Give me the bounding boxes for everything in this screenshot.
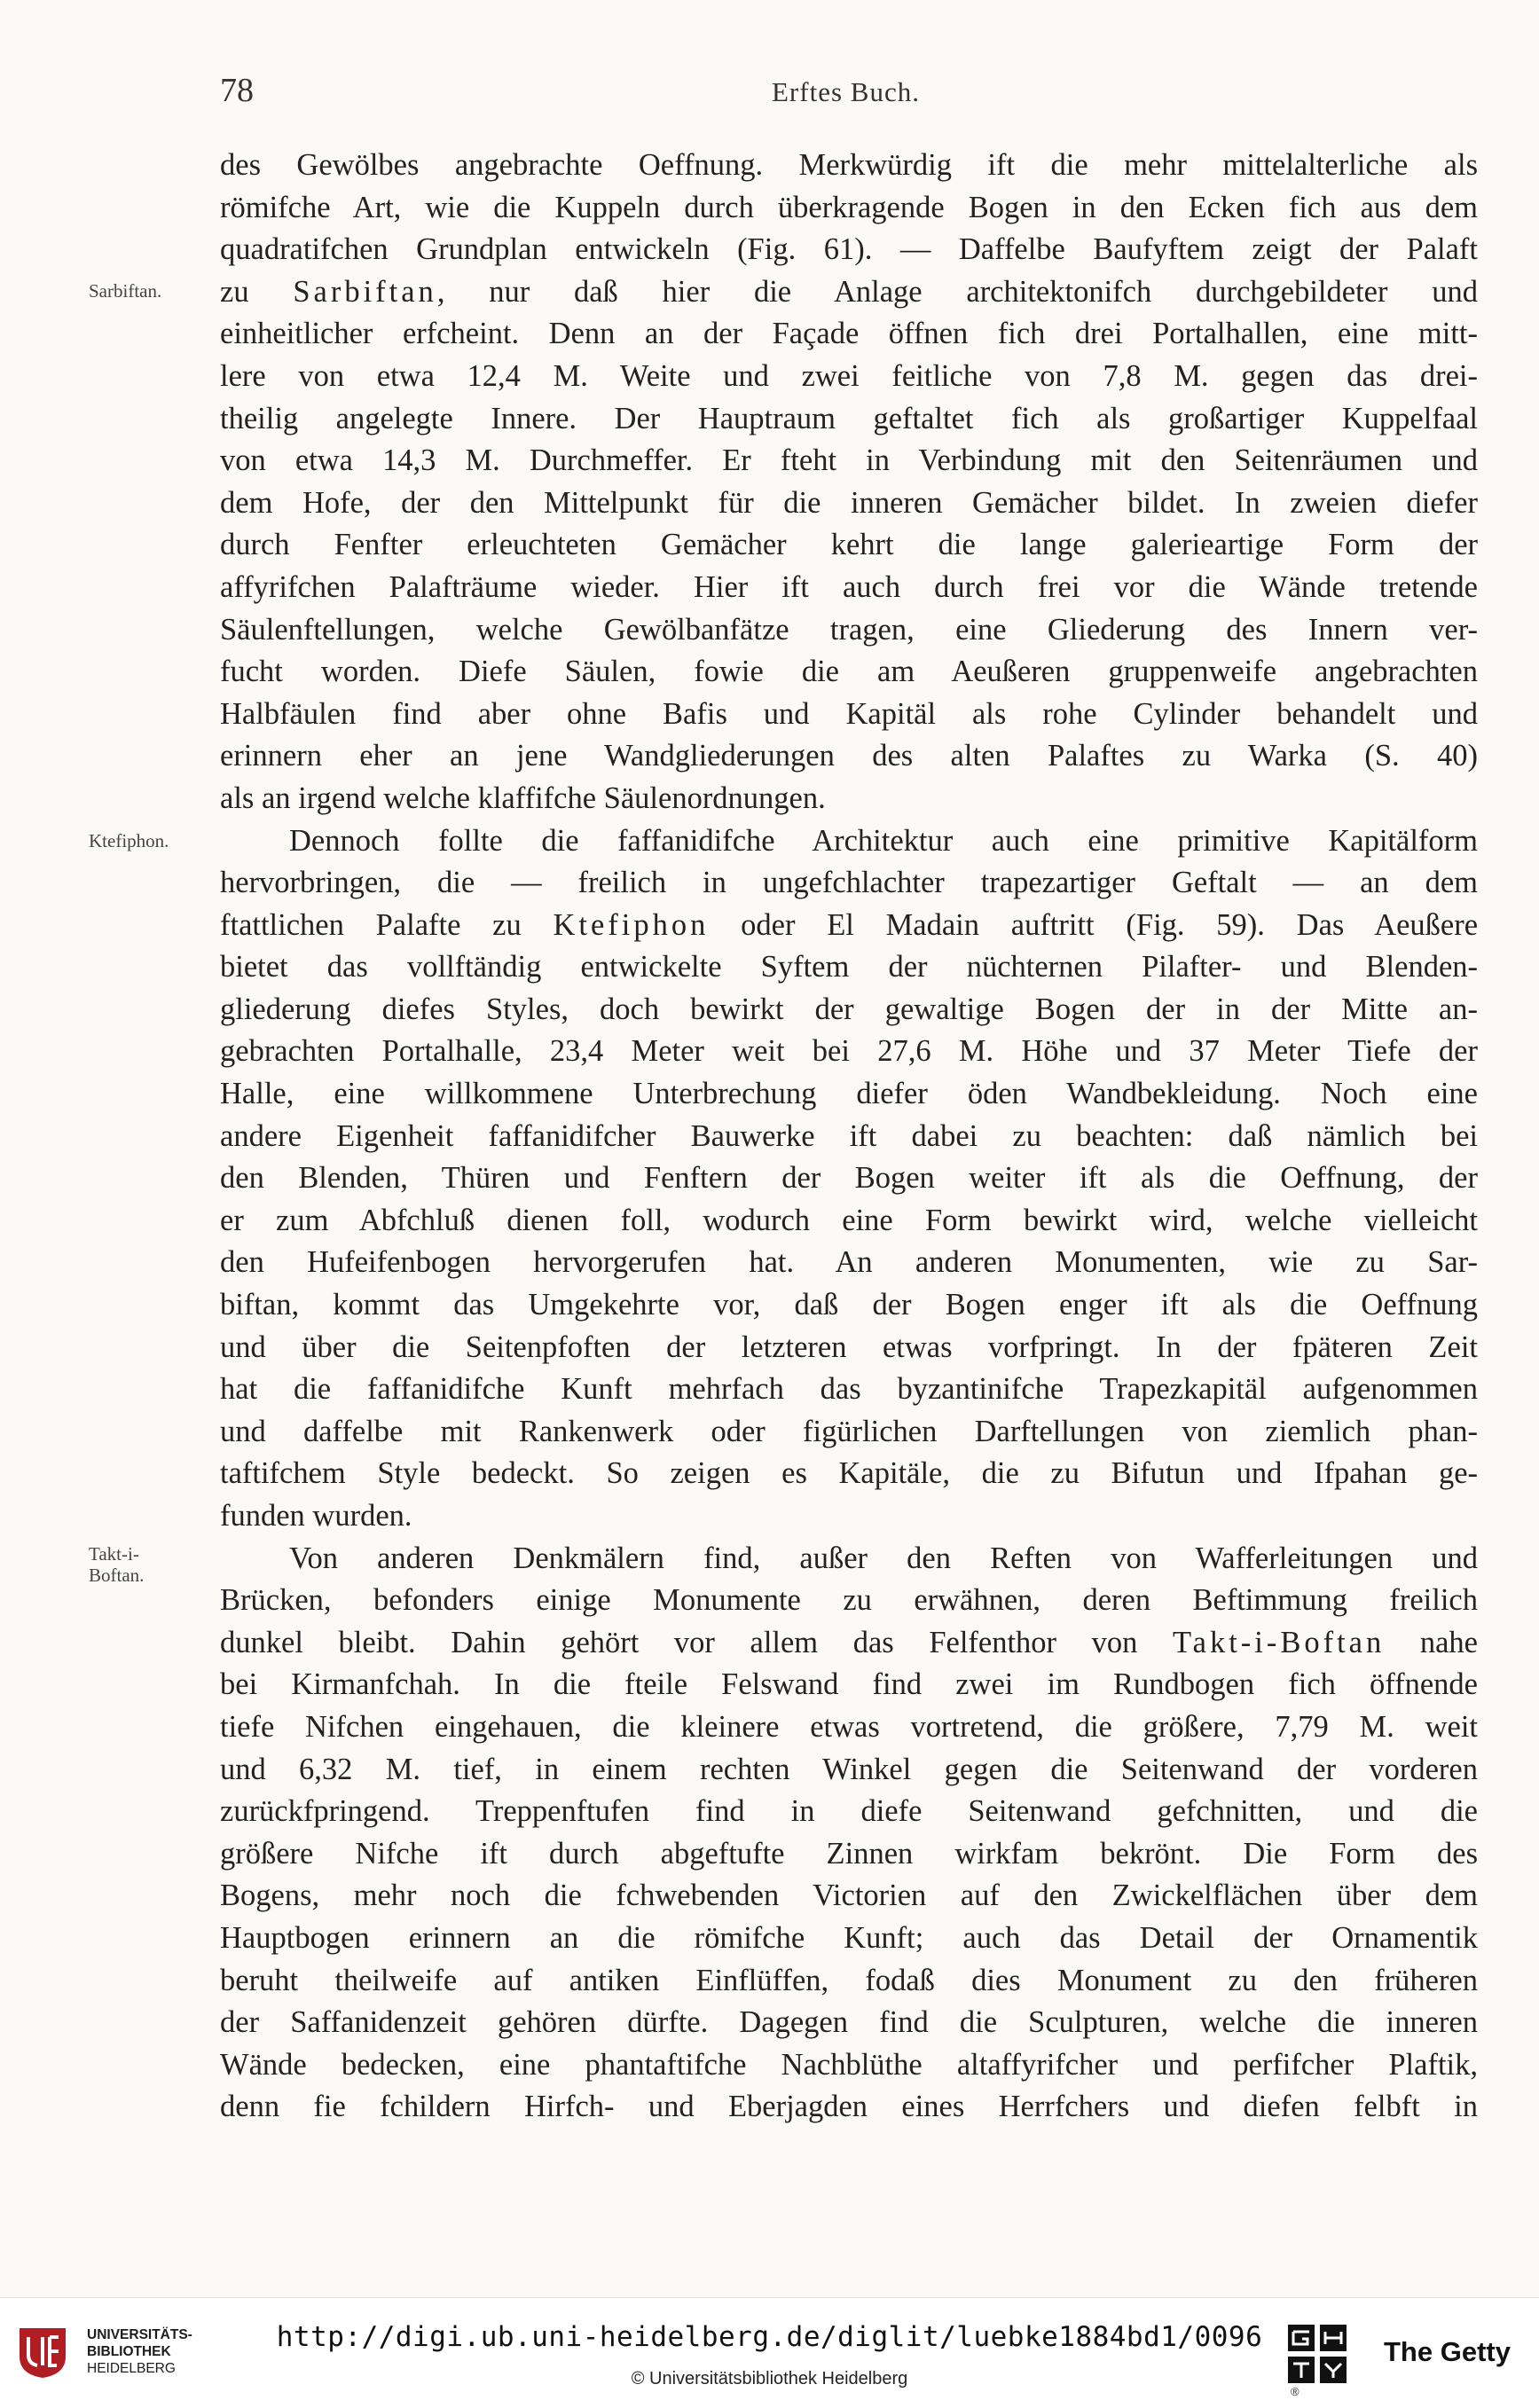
text-line: funden wurden. [220,1499,412,1533]
place-name: Ktefiphon [553,907,710,942]
copyright-notice: © Universitätsbibliothek Heidelberg [631,2369,908,2388]
library-line-1: UNIVERSITÄTS- [87,2327,192,2342]
text-line: Halle, eine willkommene Unterbrechung diefer öden Wandbekleidung. Noch eine [220,1077,1478,1111]
text-line: Brücken, befonders einige Monumente zu erwähnen, deren Beftimmung freilich [220,1583,1478,1618]
text-line: des Gewölbes angebrachte Oeffnung. Merkwürdig ift die mehr mittelalterliche als [220,148,1478,182]
sidenote-sarbistan: Sarbiftan. [89,280,162,302]
text-line: zurückfpringend. Treppenftufen find in diefe Seitenwand gefchnitten, und die [220,1794,1478,1829]
text-line: taftifchem Style bedeckt. So zeigen es Kapitäle, die zu Bifutun und Ifpahan ge- [220,1456,1478,1491]
text-line: andere Eigenheit faffanidifcher Bauwerke ift dabei zu beachten: daß nämlich bei [220,1118,1478,1153]
text-line: quadratifchen Grundplan entwickeln (Fig. 61). — Daffelbe Baufyftem zeigt der Palaft [220,232,1478,267]
text-line: Bogens, mehr noch die fchwebenden Victorien auf den Zwickelflächen über dem [220,1879,1478,1913]
text-line: fucht worden. Diefe Säulen, fowie die am Aeußeren gruppenweife angebrachten [220,655,1478,689]
text-line: und daffelbe mit Rankenwerk oder figürlichen Darftellungen von ziemlich phan- [220,1414,1478,1448]
text-line: hat die faffanidifche Kunft mehrfach das byzantinifche Trapezkapitäl aufgenommen [220,1372,1478,1407]
text-line: durch Fenfter erleuchteten Gemächer kehrt die lange galerieartige Form der [220,528,1478,562]
place-name: Sarbiftan [293,274,437,309]
text-fragment: zu [220,274,294,309]
getty-logo-icon [1286,2323,1350,2387]
text-line: und über die Seitenpfoften der letzteren etwas vorfpringt. In der fpäteren Zeit [220,1329,1478,1364]
text-line: gliederung diefes Styles, doch bewirkt der gewaltige Bogen der in der Mitte an- [220,992,1478,1026]
text-line: Säulenftellungen, welche Gewölbanfätze tragen, eine Gliederung des Innern ver- [220,612,1478,647]
text-line: gebrachten Portalhalle, 23,4 Meter weit bei 27,6 M. Höhe und 37 Meter Tiefe der [220,1034,1478,1069]
running-head: Erftes Buch. [772,76,920,107]
footer [0,2297,1539,2408]
text-fragment: oder El Madain auftritt (Fig. 59). Das Aeußere [709,907,1479,942]
text-line: hervorbringen, die — freilich in ungefchlachter trapezartiger Geftalt — an dem [220,866,1478,900]
text-line: als an irgend welche klaffifche Säulenordnungen. [220,780,826,815]
text-line: größere Nifche ift durch abgeftufte Zinnen wirkfam bekrönt. Die Form des [220,1836,1478,1871]
text-fragment: dunkel bleibt. Dahin gehört vor allem das Felfenthor von [220,1625,1173,1659]
text-line: erinnern eher an jene Wandgliederungen des alten Palaftes zu Warka (S. 40) [220,739,1478,773]
text-line [220,905,1478,947]
page-number: 78 [220,72,254,109]
text-line: affyrifchen Palafträume wieder. Hier ift auch durch frei vor die Wände tretende [220,569,1478,604]
text-line: den Hufeifenbogen hervorgerufen hat. An anderen Monumenten, wie zu Sar- [220,1245,1478,1280]
text-line: er zum Abfchluß dienen foll, wodurch eine Form bewirkt wird, welche vielleicht [220,1203,1478,1237]
text-line [220,1622,1478,1665]
text-line: von etwa 14,3 M. Durchmeffer. Er fteht in Verbindung mit den Seitenräumen und [220,443,1478,478]
text-line: theilig angelegte Innere. Der Hauptraum geftaltet fich als großartiger Kuppelfaal [220,401,1478,435]
text-line: bietet das vollftändig entwickelte Syftem der nüchternen Pilafter- und Blenden- [220,950,1478,984]
text-line: dem Hofe, der den Mittelpunkt für die inneren Gemächer bildet. In zweien diefer [220,485,1478,520]
getty-registered-mark: ® [1291,2385,1300,2398]
text-line: Von anderen Denkmälern find, außer den Reften von Wafferleitungen und [289,1541,1478,1575]
text-line: den Blenden, Thüren und Fenftern der Bogen weiter ift als die Oeffnung, der [220,1161,1478,1196]
text-line: einheitlicher erfcheint. Denn an der Façade öffnen fich drei Portalhallen, eine mitt- [220,317,1478,351]
body-text [220,145,1478,2129]
text-line: Halbfäulen find aber ohne Bafis und Kapitäl als rohe Cylinder behandelt und [220,696,1478,731]
text-line: Wände bedecken, eine phantaftifche Nachblüthe altaffyrifcher und perfifcher Plaftik, [220,2047,1478,2082]
text-line: beruht theilweife auf antiken Einflüffen, fodaß dies Monument zu den früheren [220,1963,1478,1997]
text-line: lere von etwa 12,4 M. Weite und zwei feitliche von 7,8 M. gegen das drei- [220,358,1478,393]
text-fragment: , nur daß hier die Anlage architektonifch durchgebildeter und [436,274,1478,309]
text-line: biftan, kommt das Umgekehrte vor, daß der Bogen enger ift als die Oeffnung [220,1288,1478,1322]
sidenote-ktesiphon: Ktefiphon. [89,830,169,851]
text-line: und 6,32 M. tief, in einem rechten Winkel gegen die Seitenwand der vorderen [220,1752,1478,1786]
text-fragment: nahe [1385,1625,1478,1659]
text-line: bei Kirmanfchah. In die fteile Felswand find zwei im Rundbogen fich öffnende [220,1667,1478,1702]
source-url-link[interactable]: http://digi.ub.uni-heidelberg.de/diglit/luebke1884bd1/0096 [276,2321,1263,2353]
text-line: römifche Art, wie die Kuppeln durch überkragende Bogen in den Ecken fich aus dem [220,190,1478,224]
text-line: Hauptbogen erinnern an die römifche Kunft; auch das Detail der Ornamentik [220,1920,1478,1955]
library-line-3: HEIDELBERG [87,2361,176,2376]
place-name: Takt-i-Boftan [1172,1625,1386,1659]
text-line: denn fie fchildern Hirfch- und Eberjagden eines Herrfchers und diefen felbft in [220,2090,1478,2124]
text-line: Dennoch follte die faffanidifche Architektur auch eine primitive Kapitälform [289,823,1478,858]
library-line-2: BIBLIOTHEK [87,2344,171,2359]
text-fragment: ftattlichen Palafte zu [220,907,554,942]
sidenote-takt-i: Takt-i- [89,1543,139,1565]
text-line: tiefe Nifchen eingehauen, die kleinere etwas vortretend, die größere, 7,79 M. weit [220,1709,1478,1744]
sidenote-bostan: Boftan. [89,1565,145,1586]
text-line [220,271,1478,314]
getty-name: The Getty [1384,2336,1511,2367]
text-line: der Saffanidenzeit gehören dürfte. Dagegen find die Sculpturen, welche die inneren [220,2005,1478,2040]
